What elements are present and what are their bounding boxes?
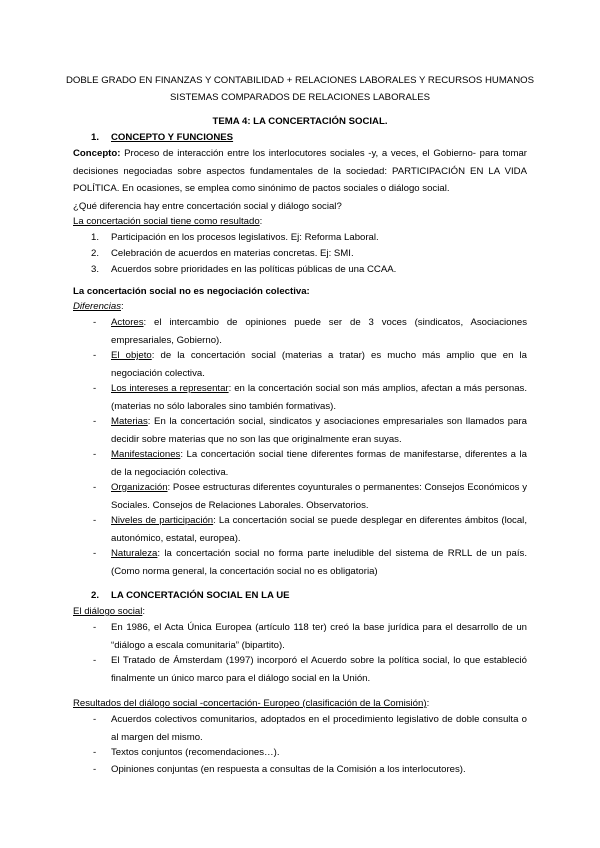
- results-heading: La concertación social tiene como resultado: [73, 216, 260, 227]
- results-heading-colon: :: [259, 216, 263, 227]
- section2-number: 2.: [91, 590, 100, 601]
- concept-text: Proceso de interacción entre los interlocutores sociales -y, a veces, el Gobierno- para tomar decisiones negociadas sobre aspectos fundamentales de la sociedad: PARTICIPACIÓN EN LA VIDA POLÍTICA. En ocasiones, se emplea como sinónimo de pactos sociales o diálogo social.: [73, 148, 528, 195]
- difference-term: Actores: [111, 317, 144, 328]
- difference-term: Organización: [111, 482, 168, 493]
- eu-results-heading-line: [73, 695, 429, 713]
- difference-item: [93, 479, 527, 514]
- difference-text: : en la concertación social son más amplios, afectan a más personas. (materias no sólo laborales sino también formativas).: [111, 383, 527, 412]
- section1-number: 1.: [91, 132, 100, 143]
- results-heading-line: [73, 213, 262, 231]
- question-line: ¿Qué diferencia hay entre concertación social y diálogo social?: [73, 201, 342, 212]
- difference-text: : de la concertación social (materias a tratar) es mucho más amplio que en la negociación colectiva.: [111, 350, 528, 379]
- result-item-3: Acuerdos sobre prioridades en las políticas públicas de una CCAA.: [111, 264, 397, 275]
- header-degree: DOBLE GRADO EN FINANZAS Y CONTABILIDAD + RELACIONES LABORALES Y RECURSOS HUMANOS: [66, 75, 534, 86]
- difference-item: [93, 314, 527, 349]
- dash-bullet: -: [93, 482, 97, 493]
- difference-term: Naturaleza: [111, 548, 158, 559]
- result-item-2-number: 2.: [91, 248, 100, 259]
- dash-bullet: -: [93, 449, 97, 460]
- dash-bullet: -: [93, 416, 97, 427]
- eu-result-text: Textos conjuntos (recomendaciones…).: [111, 747, 280, 758]
- eu-result-text: Acuerdos colectivos comunitarios, adoptados en el procedimiento legislativo de doble consulta o al margen del mismo.: [111, 714, 527, 743]
- difference-text: : Posee estructuras diferentes coyunturales o permanentes: Consejos Económicos y Sociales. Consejos de Relaciones Laborales. Observatorios.: [111, 482, 527, 511]
- dash-bullet: -: [93, 764, 97, 775]
- difference-item: [93, 347, 527, 382]
- difference-item: [93, 413, 527, 448]
- dialog-item-text: El Tratado de Ámsterdam (1997) incorporó el Acuerdo sobre la política social, lo que estableció finalmente un único marco para el diálogo social en la Unión.: [111, 655, 527, 684]
- eu-results-heading: Resultados del diálogo social -concertación- Europeo (clasificación de la Comisión): [73, 698, 427, 709]
- difference-item: [93, 512, 527, 547]
- dash-bullet: -: [93, 622, 97, 633]
- dash-bullet: -: [93, 317, 97, 328]
- section1-title: CONCEPTO Y FUNCIONES: [111, 132, 234, 143]
- differences-label: Diferencias: [73, 301, 121, 312]
- dialog-item: [93, 652, 527, 687]
- concept-label: Concepto:: [73, 148, 121, 159]
- tema-title: TEMA 4: LA CONCERTACIÓN SOCIAL.: [212, 116, 388, 127]
- differences-colon: :: [121, 301, 124, 312]
- difference-item: [93, 446, 527, 481]
- difference-item: [93, 545, 527, 580]
- dialog-item-text: En 1986, el Acta Única Europea (artículo 118 ter) creó la base jurídica para el desarrollo de un “diálogo a escala comunitaria” (bipartito).: [111, 622, 527, 651]
- concept-paragraph: [73, 145, 527, 198]
- dash-bullet: -: [93, 714, 97, 725]
- dialog-heading-colon: :: [142, 606, 146, 617]
- dash-bullet: -: [93, 350, 97, 361]
- eu-result-text: Opiniones conjuntas (en respuesta a consultas de la Comisión a los interlocutores).: [111, 764, 466, 775]
- section2-title: LA CONCERTACIÓN SOCIAL EN LA UE: [111, 590, 290, 601]
- difference-text: : la concertación social no forma parte ineludible del sistema de RRLL de un país. (Como norma general, la concertación social no es obligatoria): [111, 548, 527, 577]
- header-subject: SISTEMAS COMPARADOS DE RELACIONES LABORALES: [170, 92, 430, 103]
- eu-result-item: [93, 711, 527, 746]
- difference-term: Los intereses a representar: [111, 383, 229, 394]
- differences-label-line: [73, 298, 124, 316]
- not-negotiation-title: La concertación social no es negociación colectiva:: [73, 286, 310, 297]
- difference-text: : el intercambio de opiniones puede ser de 3 voces (sindicatos, Asociaciones empresariales, Gobierno).: [111, 317, 527, 346]
- difference-term: Manifestaciones: [111, 449, 181, 460]
- eu-result-item: [93, 744, 527, 762]
- result-item-2: Celebración de acuerdos en materias concretas. Ej: SMI.: [111, 248, 354, 259]
- eu-results-heading-colon: :: [426, 698, 430, 709]
- difference-text: : La concertación social se puede desplegar en diferentes ámbitos (local, autonómico, estatal, europea).: [111, 515, 527, 544]
- result-item-3-number: 3.: [91, 264, 100, 275]
- difference-term: El objeto: [111, 350, 152, 361]
- difference-item: [93, 380, 527, 415]
- dialog-heading-line: [73, 603, 145, 621]
- result-item-1: Participación en los procesos legislativos. Ej: Reforma Laboral.: [111, 232, 379, 243]
- dash-bullet: -: [93, 655, 97, 666]
- difference-text: : La concertación social tiene diferentes formas de manifestarse, diferentes a la de la negociación colectiva.: [111, 449, 527, 478]
- dash-bullet: -: [93, 548, 97, 559]
- result-item-1-number: 1.: [91, 232, 100, 243]
- dash-bullet: -: [93, 383, 97, 394]
- dash-bullet: -: [93, 515, 97, 526]
- dash-bullet: -: [93, 747, 97, 758]
- eu-result-item: [93, 761, 527, 779]
- dialog-item: [93, 619, 527, 654]
- difference-text: : En la concertación social, sindicatos y asociaciones empresariales son llamados para decidir sobre materias que no son las que originalmente eran suyas.: [111, 416, 527, 445]
- difference-term: Niveles de participación: [111, 515, 214, 526]
- difference-term: Materias: [111, 416, 148, 427]
- dialog-heading: El diálogo social: [73, 606, 143, 617]
